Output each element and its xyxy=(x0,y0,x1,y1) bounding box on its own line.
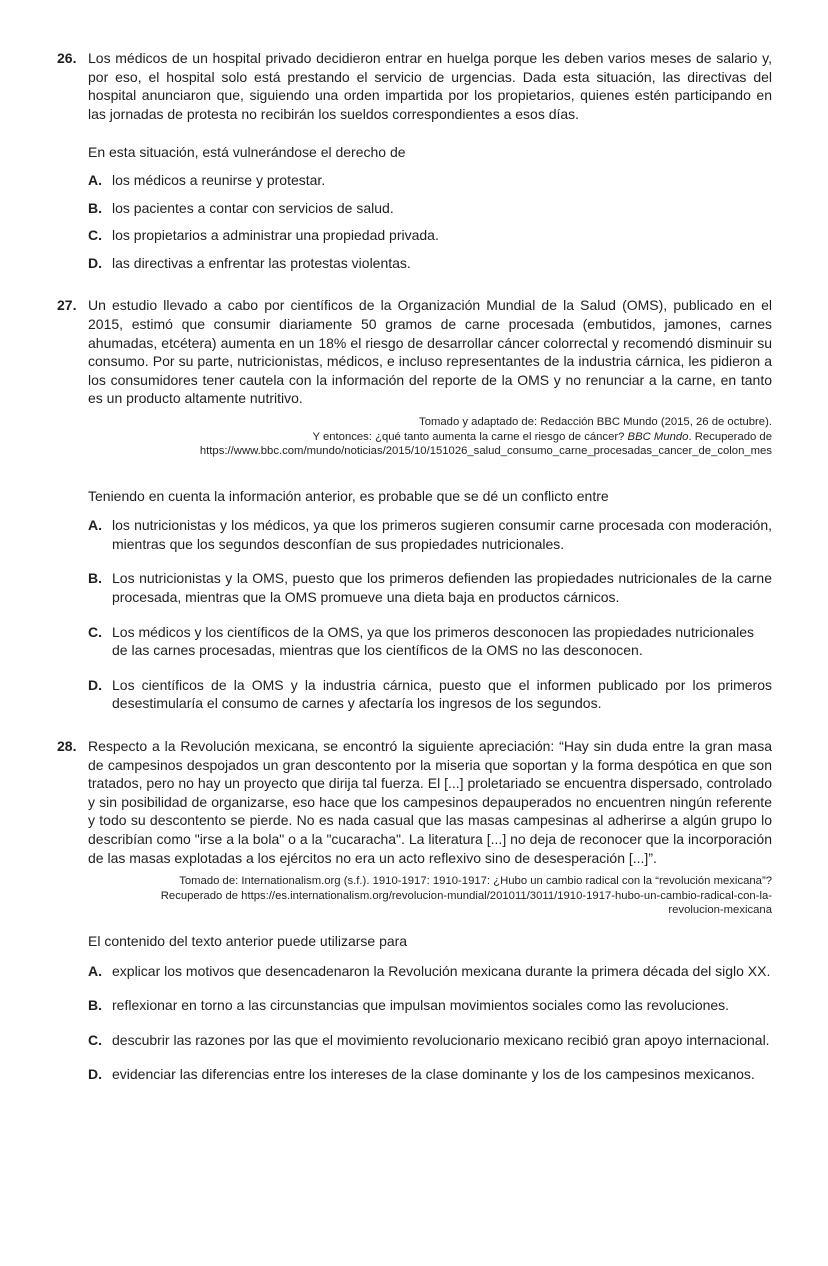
question-number: 26. xyxy=(57,50,77,66)
option-letter: C. xyxy=(88,1031,102,1048)
source-text: . Recuperado de xyxy=(688,430,772,443)
option-text: evidenciar las diferencias entre los intereses de la clase dominante y los de los campesinos mexicanos. xyxy=(112,1066,755,1083)
option-28-d xyxy=(88,1065,772,1084)
option-text: descubrir las razones por las que el movimiento revolucionario mexicano recibió gran apoyo internacional. xyxy=(112,1031,770,1048)
question-body xyxy=(88,296,772,713)
question-number: 27. xyxy=(57,297,77,314)
question-stem: Respecto a la Revolución mexicana, se encontró la siguiente apreciación: “Hay sin duda entre la gran masa de campesinos despojados un gran descontento por la miseria que soportan y la forma despótica en que son tratados, pero no hay un proyecto que dirija tal fuerza. El [...] proletariado se encuentra dispersado, controlado y sin posibilidad de organizarse, eso hace que los campesinos depauperados no encuentren ningún referente y todo su descontento se pierde. No es nada casual que las masas campesinas al adherirse a algún grupo lo describían como "irse a la bola" o a la "cucaracha". La literatura [...] no deja de reconocer que la incorporación de las masas explotadas a los ejércitos no era un acto reflexivo sino de desesperación [...]”. xyxy=(88,738,772,866)
option-28-a xyxy=(88,962,772,981)
option-text: explicar los motivos que desencadenaron la Revolución mexicana durante la primera década del siglo XX. xyxy=(112,962,771,979)
source-line: Tomado y adaptado de: Redacción BBC Mundo (2015, 26 de octubre). xyxy=(419,415,772,428)
question-body xyxy=(88,737,772,1084)
source-url: https://www.bbc.com/mundo/noticias/2015/10/151026_salud_consumo_carne_procesadas_cancer_de_colon_mes xyxy=(199,445,772,458)
question-prompt: En esta situación, está vulnerándose el derecho de xyxy=(88,144,406,161)
option-text: las directivas a enfrentar las protestas violentas. xyxy=(112,254,411,271)
source-url: Recuperado de https://es.internationalism.org/revolucion-mundial/201011/3011/1910-1917-hubo-un-cambio-radical-con-la- xyxy=(160,889,772,902)
option-text: los nutricionistas y los médicos, ya que los primeros sugieren consumir carne procesada con moderación, mientras que los segundos desconfían de sus propiedades nutricionales. xyxy=(112,517,772,552)
option-letter: A. xyxy=(88,962,102,979)
option-28-c xyxy=(88,1031,772,1050)
question-stem: Los médicos de un hospital privado decidieron entrar en huelga porque les deben varios meses de salario y, por eso, el hospital solo está prestando el servicio de urgencias. Dada esta situación, las directivas del hospital anunciaron que, siguiendo una orden impartida por los propietarios, quienes estén participando en las jornadas de protesta no recibirán los sueldos correspondientes a esos días. xyxy=(88,50,772,122)
source-citation xyxy=(88,874,772,918)
option-26-c xyxy=(88,226,772,245)
option-26-b xyxy=(88,199,772,218)
option-28-b xyxy=(88,996,772,1015)
source-publication-italic: BBC Mundo xyxy=(627,430,689,443)
source-citation xyxy=(88,415,772,459)
option-text: los pacientes a contar con servicios de salud. xyxy=(112,199,394,216)
question-stem: Un estudio llevado a cabo por científicos de la Organización Mundial de la Salud (OMS), publicado en el 2015, estimó que consumir diariamente 50 gramos de carne procesada (embutidos, jamones, carnes ahumadas, etcétera) aumenta en un 18% el riesgo de desarrollar cáncer colorrectal y recomendó disminuir su consumo. Por su parte, nutricionistas, médicos, e incluso representantes de la industria cárnica, les pidieron a los consumidores tener cautela con la información del reporte de la OMS y no renunciar a la carne, en tanto es un producto altamente nutritivo. xyxy=(88,297,772,407)
option-27-c xyxy=(88,623,772,660)
option-letter: B. xyxy=(88,570,102,587)
option-letter: B. xyxy=(88,199,102,216)
option-letter: D. xyxy=(88,254,102,271)
question-26 xyxy=(57,49,772,272)
option-text: los médicos a reunirse y protestar. xyxy=(112,171,326,188)
source-text: Y entonces: ¿qué tanto aumenta la carne el riesgo de cáncer? xyxy=(312,430,628,443)
option-letter: A. xyxy=(88,517,102,534)
question-27 xyxy=(57,296,772,713)
question-prompt: El contenido del texto anterior puede utilizarse para xyxy=(88,932,408,949)
source-line: Tomado de: Internationalism.org (s.f.). 1910-1917: 1910-1917: ¿Hubo un cambio radical con la “revolución mexicana”? xyxy=(179,875,772,888)
option-text: Los nutricionistas y la OMS, puesto que los primeros defienden las propiedades nutricionales de la carne procesada, mientras que la OMS promueve una dieta baja en productos cárnicos. xyxy=(112,570,772,606)
option-26-a xyxy=(88,171,772,190)
option-letter: C. xyxy=(88,227,102,244)
question-number: 28. xyxy=(57,738,77,755)
option-text: Los científicos de la OMS y la industria cárnica, puesto que el informen publicado por los primeros desestimularía el consumo de carnes y afectaría los ingresos de los segundos. xyxy=(112,676,772,712)
question-prompt: Teniendo en cuenta la información anterior, es probable que se dé un conflicto entre xyxy=(88,487,609,504)
option-letter: A. xyxy=(88,171,102,188)
option-27-a xyxy=(88,516,772,553)
options-list xyxy=(88,171,772,272)
option-text: los propietarios a administrar una propiedad privada. xyxy=(112,227,439,244)
source-url: revolucion-mexicana xyxy=(668,904,772,917)
option-letter: C. xyxy=(88,623,102,640)
option-27-b xyxy=(88,569,772,606)
option-letter: B. xyxy=(88,997,102,1014)
question-28 xyxy=(57,737,772,1084)
option-text: Los médicos y los científicos de la OMS, ya que los primeros desconocen las propiedades nutricionales de las carnes procesadas, mientras que los científicos de la OMS no las desconocen. xyxy=(112,623,754,659)
option-letter: D. xyxy=(88,676,102,693)
options-list xyxy=(88,962,772,1084)
option-27-d xyxy=(88,676,772,713)
option-text: reflexionar en torno a las circunstancias que impulsan movimientos sociales como las revoluciones. xyxy=(112,997,730,1014)
options-list xyxy=(88,516,772,713)
question-body xyxy=(88,49,772,272)
option-letter: D. xyxy=(88,1066,102,1083)
source-line xyxy=(88,430,772,445)
option-26-d xyxy=(88,254,772,273)
